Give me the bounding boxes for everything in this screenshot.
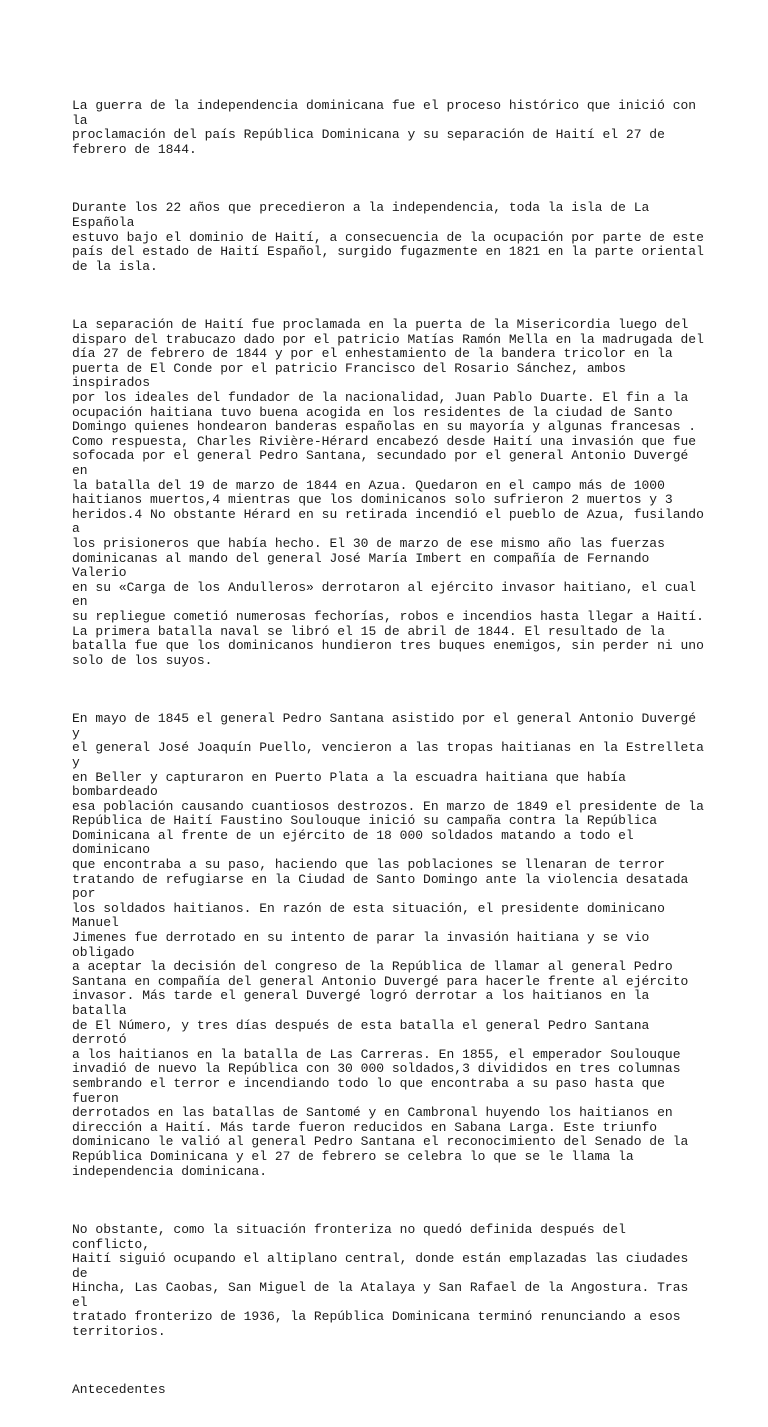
paragraph-3: La separación de Haití fue proclamada en la puerta de la Misericordia luego del disparo del trabucazo dado por el patricio Matías Ramón Mella en la madrugada del día 27 de febrero de 1844 y por el enhestamiento de la bandera tricolor en la puerta de El Conde por el patricio Francisco del Rosario Sánchez, ambos inspirados por los ideales del fundador de la nacionalidad, Juan Pablo Duarte. El fin a la ocupación haitiana tuvo buena acogida en los residentes de la ciudad de Santo Domingo quienes hondearon banderas españolas en su mayoría y algunas francesas . Como respuesta, Charles Rivière-Hérard encabezó desde Haití una invasión que fue sofocada por el general Pedro Santana, secundado por el general Antonio Duvergé en la batalla del 19 de marzo de 1844 en Azua. Quedaron en el campo más de 1000 haitianos muertos,4 mientras que los dominicanos solo sufrieron 2 muertos y 3 heridos.4 No obstante Hérard en su retirada incendió el pueblo de Azua, fusilando a los prisioneros que había hecho. El 30 de marzo de ese mismo año las fuerzas dominicanas al mando del general José María Imbert en compañía de Fernando Valerio en su «Carga de los Andulleros» derrotaron al ejército invasor haitiano, el cual en su repliegue cometió numerosas fechorías, robos e incendios hasta llegar a Haití. La primera batalla naval se libró el 15 de abril de 1844. El resultado de la batalla fue que los dominicanos hundieron tres buques enemigos, sin perder ni uno solo de los suyos.	[72, 317, 704, 668]
paragraph-2: Durante los 22 años que precedieron a la independencia, toda la isla de La Española estuvo bajo el dominio de Haití, a consecuencia de la ocupación por parte de este país del estado de Haití Español, surgido fugazmente en 1821 en la parte oriental de la isla.	[72, 200, 704, 274]
paragraph-1: La guerra de la independencia dominicana fue el proceso histórico que inició con la proclamación del país República Dominicana y su separación de Haití el 27 de febrero de 1844.	[72, 98, 697, 157]
paragraph-5: No obstante, como la situación fronteriza no quedó definida después del conflicto, Haití siguió ocupando el altiplano central, donde están emplazadas las ciudades de Hincha, Las Caobas, San Miguel de la Atalaya y San Rafael de la Angostura. Tras el tratado fronterizo de 1936, la República Dominicana terminó renunciando a esos territorios.	[72, 1221, 689, 1340]
section-heading: Antecedentes	[72, 1382, 166, 1398]
paragraph-4: En mayo de 1845 el general Pedro Santana asistido por el general Antonio Duvergé y el general José Joaquín Puello, vencieron a las tropas haitianas en la Estrelleta y en Beller y capturaron en Puerto Plata a la escuadra haitiana que había bombardeado esa población causando cuantiosos destrozos. En marzo de 1849 el presidente de la República de Haití Faustino Soulouque inició su campaña contra la República Dominicana al frente de un ejército de 18 000 soldados matando a todo el dominicano que encontraba a su paso, haciendo que las poblaciones se llenaran de terror tratando de refugiarse en la Ciudad de Santo Domingo ante la violencia desatada por los soldados haitianos. En razón de esta situación, el presidente dominicano Manuel Jimenes fue derrotado en su intento de parar la invasión haitiana y se vio obligado a aceptar la decisión del congreso de la República de llamar al general Pedro Santana en compañía del general Antonio Duvergé para hacerle frente al ejército invasor. Más tarde el general Duvergé logró derrotar a los haitianos en la batalla de El Número, y tres días después de esta batalla el general Pedro Santana derrotó a los haitianos en la batalla de Las Carreras. En 1855, el emperador Soulouque invadió de nuevo la República con 30 000 soldados,3 divididos en tres columnas sembrando el terror e incendiando todo lo que encontraba a su paso hasta que fueron derrotados en las batallas de Santomé y en Cambronal huyendo los haitianos en dirección a Haití. Más tarde fueron reducidos en Sabana Larga. Este triunfo dominicano le valió al general Pedro Santana el reconocimiento del Senado de la República Dominicana y el 27 de febrero se celebra lo que se le llama la independencia dominicana.	[72, 711, 704, 1179]
document-body	[72, 70, 708, 1427]
